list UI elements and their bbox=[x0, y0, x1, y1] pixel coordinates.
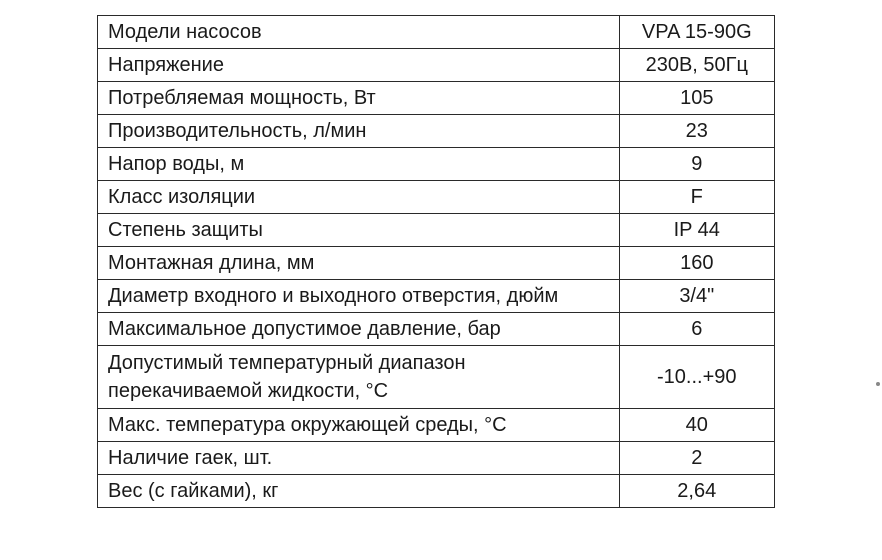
value-cell: 23 bbox=[619, 115, 774, 148]
param-cell: Вес (с гайками), кг bbox=[98, 475, 620, 508]
value-cell: 230В, 50Гц bbox=[619, 49, 774, 82]
param-cell: Допустимый температурный диапазон перекачиваемой жидкости, °С bbox=[98, 346, 620, 409]
value-cell: IP 44 bbox=[619, 214, 774, 247]
table-row bbox=[98, 148, 775, 181]
param-cell: Напор воды, м bbox=[98, 148, 620, 181]
table-row bbox=[98, 82, 775, 115]
value-cell: 2 bbox=[619, 442, 774, 475]
param-cell: Производительность, л/мин bbox=[98, 115, 620, 148]
param-cell: Монтажная длина, мм bbox=[98, 247, 620, 280]
value-cell: 160 bbox=[619, 247, 774, 280]
table-row bbox=[98, 115, 775, 148]
param-cell: Макс. температура окружающей среды, °С bbox=[98, 409, 620, 442]
table-row bbox=[98, 181, 775, 214]
value-cell: 2,64 bbox=[619, 475, 774, 508]
param-cell: Степень защиты bbox=[98, 214, 620, 247]
table-row bbox=[98, 409, 775, 442]
table-row bbox=[98, 475, 775, 508]
spec-table bbox=[97, 15, 775, 508]
param-cell: Класс изоляции bbox=[98, 181, 620, 214]
table-row bbox=[98, 214, 775, 247]
table-row bbox=[98, 280, 775, 313]
value-cell: 6 bbox=[619, 313, 774, 346]
value-cell: 105 bbox=[619, 82, 774, 115]
value-cell: -10...+90 bbox=[619, 346, 774, 409]
value-cell: 9 bbox=[619, 148, 774, 181]
table-row bbox=[98, 247, 775, 280]
value-cell: 3/4" bbox=[619, 280, 774, 313]
table-row bbox=[98, 346, 775, 409]
table-row bbox=[98, 442, 775, 475]
table-row bbox=[98, 16, 775, 49]
table-row bbox=[98, 313, 775, 346]
value-cell: VPA 15-90G bbox=[619, 16, 774, 49]
table-row bbox=[98, 49, 775, 82]
edge-dot bbox=[876, 382, 880, 386]
param-cell: Модели насосов bbox=[98, 16, 620, 49]
value-cell: 40 bbox=[619, 409, 774, 442]
param-cell: Максимальное допустимое давление, бар bbox=[98, 313, 620, 346]
value-cell: F bbox=[619, 181, 774, 214]
param-cell: Наличие гаек, шт. bbox=[98, 442, 620, 475]
param-cell: Потребляемая мощность, Вт bbox=[98, 82, 620, 115]
param-cell: Напряжение bbox=[98, 49, 620, 82]
param-cell: Диаметр входного и выходного отверстия, дюйм bbox=[98, 280, 620, 313]
